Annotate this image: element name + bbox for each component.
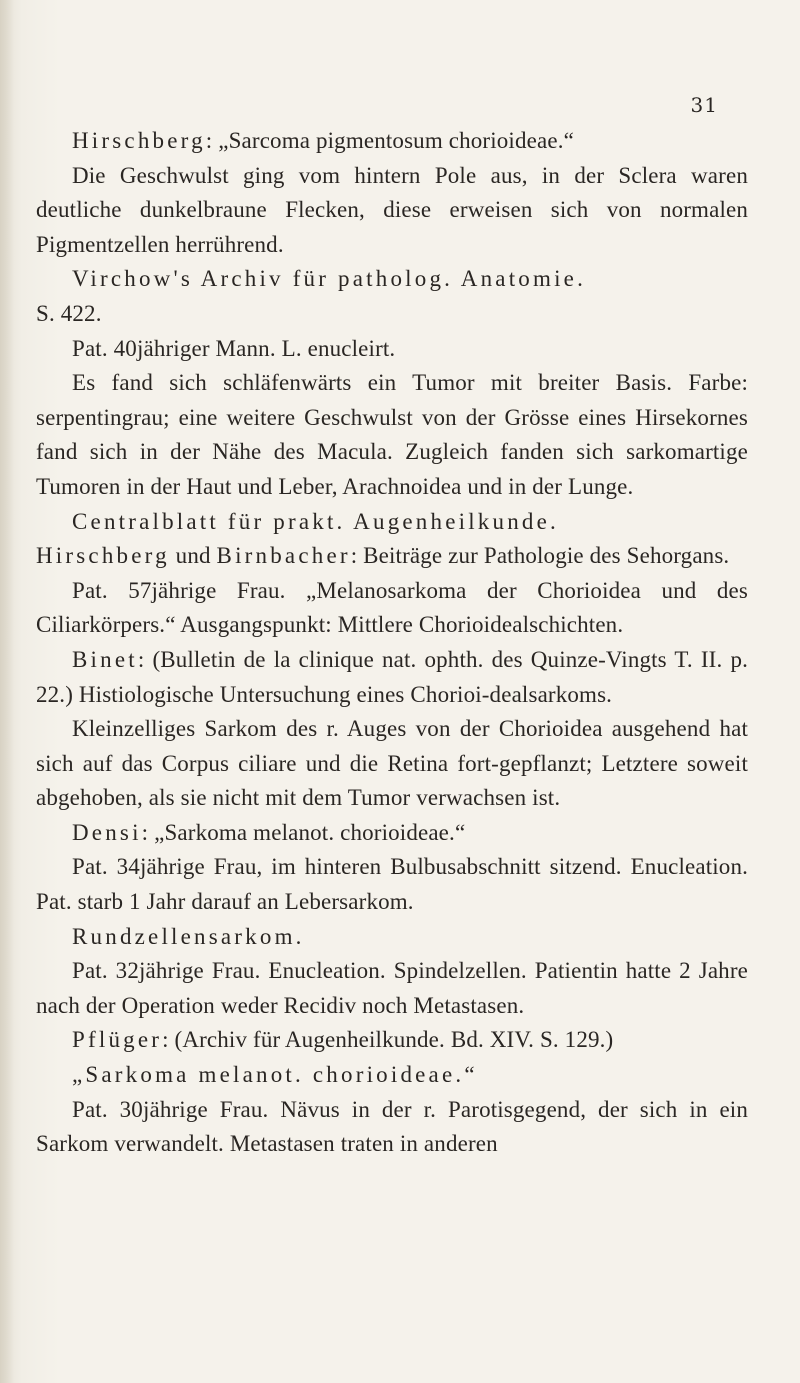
paragraph-pflueger: Pflüger: (Archiv für Augenheilkunde. Bd. XIV. S. 129.) <box>72 1027 614 1053</box>
author-name: Hirschberg <box>36 543 170 569</box>
section-heading <box>36 920 748 955</box>
paragraph-densi: Densi: „Sarkoma melanot. chorioideae.“ <box>72 819 466 845</box>
paragraph-binet: Binet: (Bulletin de la clinique nat. ophth. des Quinze-Vingts T. II. p. 22.) Histiologische Untersuchung eines Chorioi-dealsarkoms. <box>36 646 748 707</box>
paragraph: Pat. 30jährige Frau. Nävus in der r. Parotisgegend, der sich in ein Sarkom verwandelt. Metastasen traten in anderen <box>36 1096 748 1157</box>
paragraph: Pat. 34jährige Frau, im hinteren Bulbusabschnitt sitzend. Enucleation. Pat. starb 1 Jahr darauf an Lebersarkom. <box>36 854 748 915</box>
author-name: Birnbacher <box>216 543 351 569</box>
paragraph: Die Geschwulst ging vom hintern Pole aus, in der Sclera waren deutliche dunkelbraune Flecken, diese erweisen sich von normalen Pigmentzellen herrührend. <box>36 162 748 257</box>
journal-name: Virchow's Archiv für patholog. Anatomie. <box>72 266 587 292</box>
page-number: 31 <box>690 93 718 117</box>
journal-name: Centralblatt für prakt. Augenheilkunde. <box>72 508 559 534</box>
body-text <box>36 124 748 1162</box>
author-name: Hirschberg <box>72 128 206 153</box>
heading-text: „Sarkoma melanot. chorioideae.“ <box>72 1062 478 1088</box>
paragraph: Pat. 40jähriger Mann. L. enucleirt. <box>72 335 396 361</box>
page-edge-shadow <box>0 0 14 1383</box>
paragraph: Es fand sich schläfenwärts ein Tumor mit breiter Basis. Farbe: serpentingrau; eine weitere Geschwulst von der Grösse eines Hirsekornes fand sich in der Nähe des Macula. Zugleich fanden sich sarkomartige Tumoren in der Haut und Leber, Arachnoidea und in der Lunge. <box>36 370 748 499</box>
heading-text: Rundzellensarkom. <box>72 923 305 949</box>
author-name: Binet <box>72 646 138 672</box>
section-heading <box>36 1058 748 1093</box>
author-name: Pflüger <box>72 1027 163 1053</box>
paragraph: Pat. 32jährige Frau. Enucleation. Spindelzellen. Patientin hatte 2 Jahre nach der Operation weder Recidiv noch Metastasen. <box>36 958 748 1018</box>
author-name: Densi <box>72 819 142 845</box>
citation-heading <box>36 262 748 297</box>
paragraph-text: : „Sarcoma pigmentosum chorioideae.“ <box>205 128 574 153</box>
paragraph-hirschberg-1 <box>36 124 748 159</box>
citation-heading <box>36 505 748 540</box>
citation-page: S. 422. <box>36 300 102 326</box>
paragraph: Pat. 57jährige Frau. „Melanosarkoma der Chorioidea und des Ciliarkörpers.“ Ausgangspunkt: Mittlere Chorioidealschichten. <box>36 577 748 638</box>
paragraph-authors: Hirschberg und Birnbacher: Beiträge zur Pathologie des Sehorgans. <box>36 543 730 569</box>
paragraph: Kleinzelliges Sarkom des r. Auges von der Chorioidea ausgehend hat sich auf das Corpus ciliare und die Retina fort-gepflanzt; Letztere soweit abgehoben, als sie nicht mit dem Tumor verwachsen ist. <box>36 716 748 811</box>
